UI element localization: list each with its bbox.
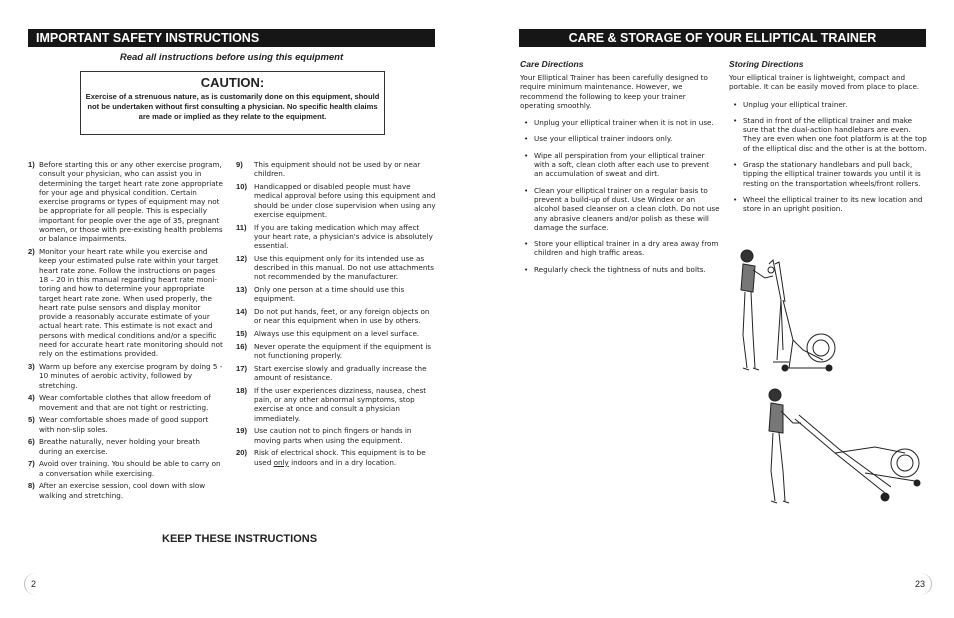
woman-moving-elliptical-illustration bbox=[765, 383, 930, 513]
list-item bbox=[28, 393, 224, 412]
item-text: Start exercise slowly and gradually increase the amount of resistance. bbox=[254, 363, 427, 383]
item-number: 20) bbox=[236, 448, 247, 458]
list-item bbox=[28, 459, 224, 478]
item-number: 4) bbox=[28, 393, 35, 403]
item-number: 8) bbox=[28, 481, 35, 491]
safety-instructions-header: IMPORTANT SAFETY INSTRUCTIONS bbox=[28, 29, 435, 47]
item-text: If you are taking medication which may affect your heart rate, a physician's advice is absolutely essential. bbox=[254, 222, 433, 251]
list-item: • Store your elliptical trainer in a dry area away from children and high traffic areas. bbox=[520, 239, 720, 258]
list-item: • Grasp the stationary handlebars and pull back, tipping the elliptical trainer towards you until it is resting on the transportation wheels/front rollers. bbox=[729, 160, 929, 188]
item-text: Warm up before any exercise program by doing 5 - 10 minutes of aerobic activity, followed by stretching. bbox=[39, 362, 223, 390]
item-number: 7) bbox=[28, 459, 35, 469]
item-number: 17) bbox=[236, 363, 247, 373]
item-text: This equipment should not be used by or near children. bbox=[254, 160, 421, 179]
item-text: Monitor your heart rate while you exercise and keep your estimated pulse rate within your target heart rate zone. Follow the instructions on pages 18 – 20 in this manual regarding heart rate moni-toring and how to determine your appropriate target heart rate zone. When used properly, the heart rate pulse sensors and display monitor provide a reasonably accurate estimate of your actual heart rate. This estimate is not exact and persons with medical conditions and/or a specific need for accurate heart rate monitoring should not rely on the estimations provided. bbox=[39, 247, 223, 359]
caution-text: Exercise of a strenuous nature, as is customarily done on this equipment, should not be undertaken without first consulting a physician. No specific health claims are made or implied as they relate to the equipment. bbox=[85, 92, 380, 121]
list-item: • Wipe all perspiration from your elliptical trainer with a soft, clean cloth after each use to prevent an accumulation of sweat and dirt. bbox=[520, 151, 720, 179]
list-item bbox=[28, 362, 224, 390]
caution-title: CAUTION: bbox=[200, 75, 265, 90]
item-number: 13) bbox=[236, 285, 247, 295]
item-text: Use this equipment only for its intended use as described in this manual. Do not use attachments not recommended by the manufacturer. bbox=[254, 253, 434, 282]
item-number: 16) bbox=[236, 341, 247, 351]
item-text: Only one person at a time should use this equipment. bbox=[254, 285, 405, 304]
item-text: Always use this equipment on a level surface. bbox=[254, 329, 420, 339]
list-item bbox=[236, 342, 436, 361]
item-number: 9) bbox=[236, 160, 243, 169]
list-item bbox=[28, 437, 224, 456]
page-number-right: 23 bbox=[910, 573, 932, 595]
list-item bbox=[236, 386, 436, 423]
list-item bbox=[236, 448, 436, 467]
item-text: If the user experiences dizziness, nausea, chest pain, or any other abnormal symptoms, stop exercise at once and consult a physician immediately. bbox=[254, 385, 427, 423]
item-number: 14) bbox=[236, 307, 247, 317]
list-item bbox=[236, 307, 436, 326]
list-item bbox=[236, 329, 436, 338]
item-text: Handicapped or disabled people must have medical approval before using this equipment and should be under close supervision when using any exercise equipment. bbox=[254, 181, 436, 219]
instructions-column-2 bbox=[236, 160, 436, 470]
list-item: • Use your elliptical trainer indoors only. bbox=[520, 134, 720, 143]
item-number: 6) bbox=[28, 437, 35, 447]
list-item: • Unplug your elliptical trainer. bbox=[729, 100, 929, 109]
care-directions-heading: Care Directions bbox=[520, 59, 584, 69]
item-text: Wear comfortable clothes that allow freedom of movement and that are not tight or restricting. bbox=[39, 393, 211, 412]
underlined-word: only bbox=[273, 457, 289, 467]
list-item bbox=[28, 247, 224, 359]
item-number: 1) bbox=[28, 160, 35, 169]
item-text: Breathe naturally, never holding your breath during an exercise. bbox=[39, 437, 200, 456]
item-text: After an exercise session, cool down with slow walking and stretching. bbox=[39, 481, 206, 500]
list-item bbox=[28, 481, 224, 500]
item-number: 11) bbox=[236, 222, 247, 232]
item-number: 5) bbox=[28, 415, 35, 425]
list-item bbox=[236, 285, 436, 304]
item-number: 15) bbox=[236, 329, 247, 339]
item-text: Avoid over training. You should be able to carry on a conversation while exercising. bbox=[39, 459, 221, 478]
care-directions-column bbox=[520, 73, 720, 281]
page-number-left: 2 bbox=[24, 573, 46, 595]
item-number: 19) bbox=[236, 426, 247, 436]
storing-directions-column bbox=[729, 73, 929, 221]
item-number: 2) bbox=[28, 247, 35, 257]
storing-intro: Your elliptical trainer is lightweight, compact and portable. It can be easily moved from place to place. bbox=[729, 73, 920, 92]
item-number: 10) bbox=[236, 181, 247, 191]
instructions-column-1 bbox=[28, 160, 224, 503]
list-item bbox=[236, 223, 436, 251]
list-item bbox=[236, 182, 436, 219]
item-text: Before starting this or any other exercise program, consult your physician, who can assist you in determining the target heart rate zone appropriate for your age and physical condition. Certain exercise programs or types of equipment may not be appropriate for all people. This is especially important for people over the age of 35, pregnant women, or those with pre-existing health problems or balance impairments. bbox=[39, 160, 223, 244]
list-item bbox=[236, 160, 436, 179]
list-item bbox=[236, 426, 436, 445]
storing-directions-heading: Storing Directions bbox=[729, 59, 804, 69]
list-item: • Regularly check the tightness of nuts and bolts. bbox=[520, 265, 720, 274]
item-text: Never operate the equipment if the equipment is not functioning properly. bbox=[254, 341, 432, 361]
woman-standing-elliptical-illustration bbox=[733, 240, 843, 380]
list-item: • Stand in front of the elliptical trainer and make sure that the dual-action handlebars are even. They are even when one foot platform is at the top of the elliptical disc and the other is at the bottom. bbox=[729, 116, 929, 153]
item-text: Wear comfortable shoes made of good support with non-slip soles. bbox=[39, 415, 209, 434]
list-item bbox=[236, 254, 436, 282]
item-number: 3) bbox=[28, 362, 35, 372]
item-text: Do not put hands, feet, or any foreign objects on or near this equipment when in use by others. bbox=[254, 307, 430, 326]
list-item: • Wheel the elliptical trainer to its new location and store in an upright position. bbox=[729, 195, 929, 214]
caution-box bbox=[80, 71, 385, 135]
list-item bbox=[28, 415, 224, 434]
keep-instructions-heading: KEEP THESE INSTRUCTIONS bbox=[162, 533, 318, 545]
care-intro: Your Elliptical Trainer has been carefully designed to require minimum maintenance. However, we recommend the following to keep your trainer operating smoothly. bbox=[520, 73, 708, 110]
list-item bbox=[236, 364, 436, 383]
list-item bbox=[28, 160, 224, 244]
read-instructions-subtitle: Read all instructions before using this equipment bbox=[119, 52, 344, 63]
item-text: Risk of electrical shock. This equipment is to be used only indoors and in a dry location. bbox=[254, 448, 426, 467]
item-number: 12) bbox=[236, 253, 247, 263]
item-text: Use caution not to pinch fingers or hands in moving parts when using the equipment. bbox=[254, 426, 412, 445]
list-item: • Clean your elliptical trainer on a regular basis to prevent a build-up of dust. Use Windex or an alcohol based cleanser on a clean cloth. Do not use any abrasive cleaners and/or polish as these will damage the surface. bbox=[520, 186, 720, 232]
care-storage-header: CARE & STORAGE OF YOUR ELLIPTICAL TRAINER bbox=[519, 29, 926, 47]
item-number: 18) bbox=[236, 385, 247, 395]
list-item: • Unplug your elliptical trainer when it is not in use. bbox=[520, 118, 720, 127]
